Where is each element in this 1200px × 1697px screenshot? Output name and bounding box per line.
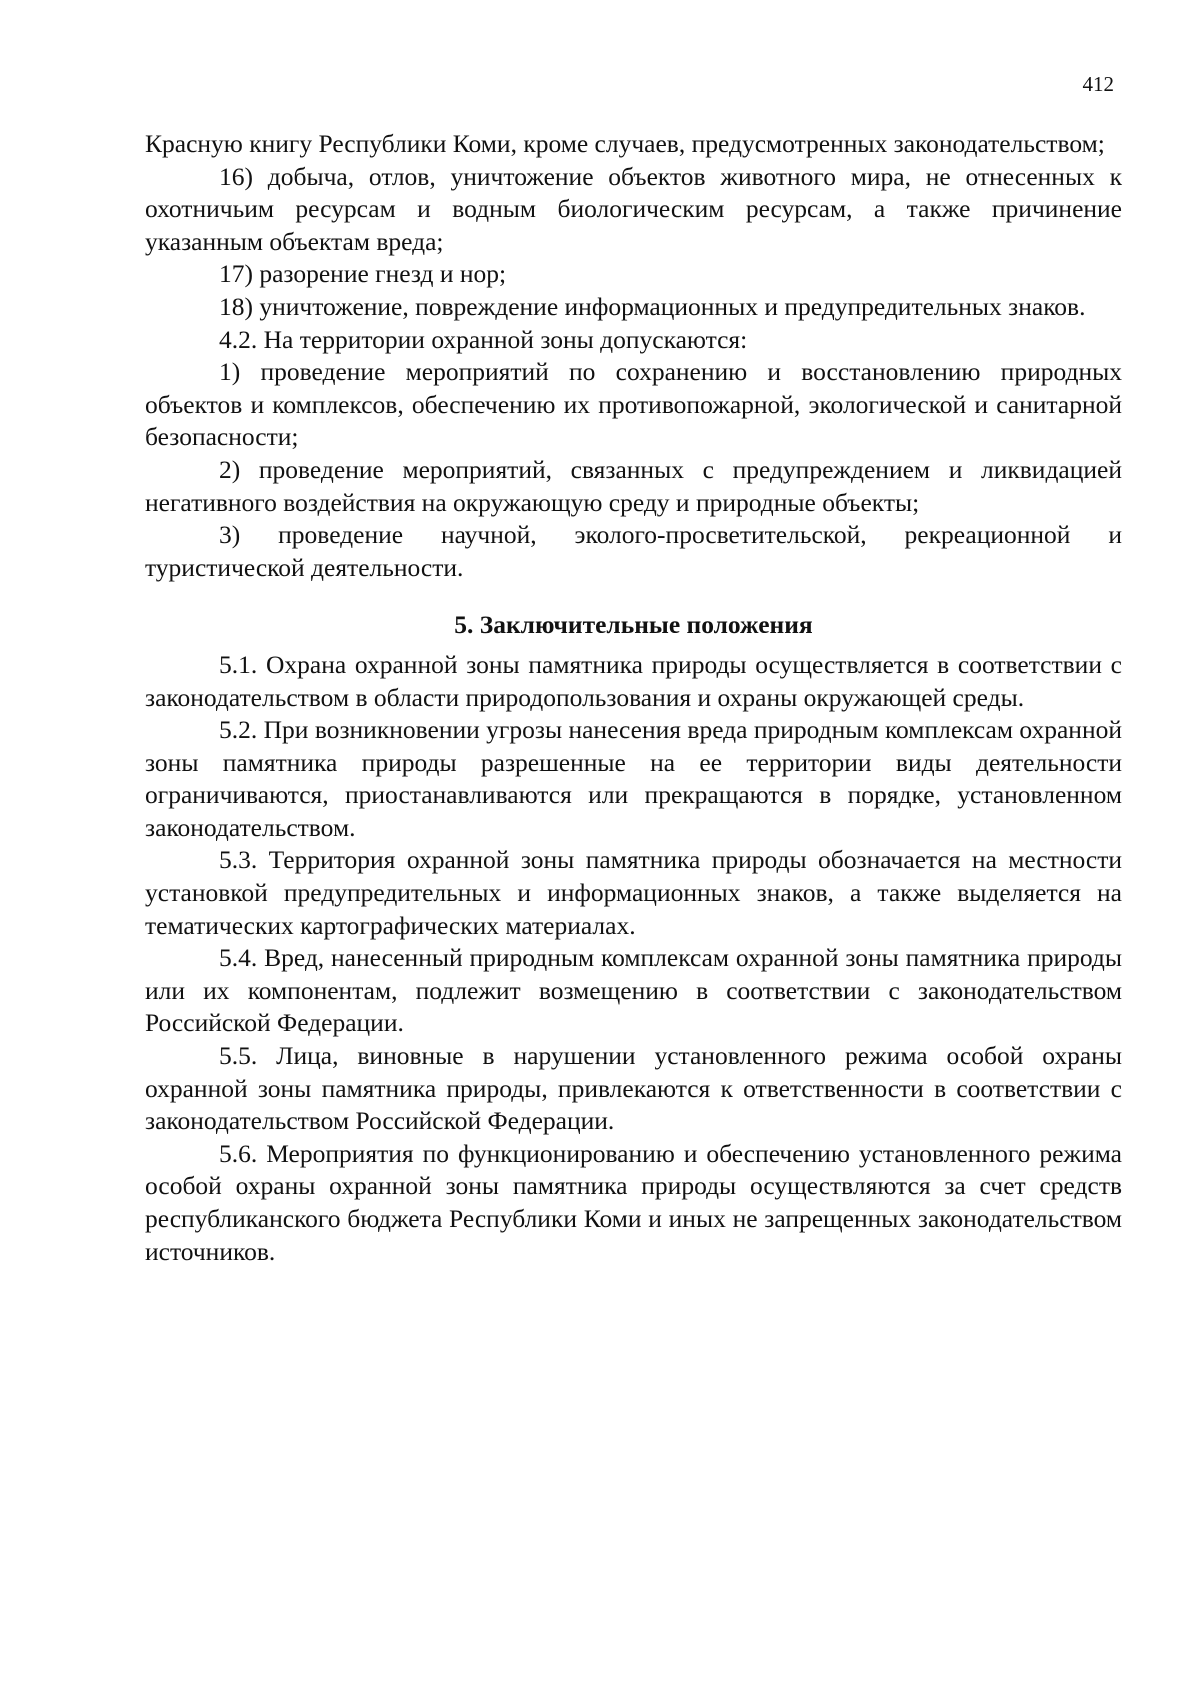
document-body [145, 128, 1122, 1268]
paragraph-continuation: Красную книгу Республики Коми, кроме случаев, предусмотренных законодательством; [145, 129, 1105, 158]
clause-5-2: 5.2. При возникновении угрозы нанесения вреда природным комплексам охранной зоны памятника природы разрешенные на ее территории виды деятельности ограничиваются, приостанавливаются или прекращаются в порядке, установленном законодательством. [145, 715, 1122, 842]
allowed-item-1: 1) проведение мероприятий по сохранению и восстановлению природных объектов и комплексов, обеспечению их противопожарной, экологической и санитарной безопасности; [145, 357, 1122, 452]
allowed-item-2: 2) проведение мероприятий, связанных с предупреждением и ликвидацией негативного воздействия на окружающую среду и природные объекты; [145, 454, 1122, 517]
page-number: 412 [1082, 72, 1114, 96]
list-item-16: 16) добыча, отлов, уничтожение объектов животного мира, не отнесенных к охотничьим ресурсам и водным биологическим ресурсам, а также причинение указанным объектам вреда; [145, 161, 1122, 256]
clause-5-4: 5.4. Вред, нанесенный природным комплексам охранной зоны памятника природы или их компонентам, подлежит возмещению в соответствии с законодательством Российской Федерации. [145, 943, 1122, 1038]
clause-5-3: 5.3. Территория охранной зоны памятника природы обозначается на местности установкой предупредительных и информационных знаков, а также выделяется на тематических картографических материалах. [145, 845, 1122, 940]
list-item-18: 18) уничтожение, повреждение информационных и предупредительных знаков. [219, 291, 1086, 321]
clause-5-1: 5.1. Охрана охранной зоны памятника природы осуществляется в соответствии с законодательством в области природопользования и охраны окружающей среды. [145, 649, 1122, 712]
clause-4-2: 4.2. На территории охранной зоны допускаются: [219, 324, 748, 354]
list-item-17: 17) разорение гнезд и нор; [219, 259, 507, 289]
clause-5-5: 5.5. Лица, виновные в нарушении установленного режима особой охраны охранной зоны памятника природы, привлекаются к ответственности в соответствии с законодательством Российской Федерации. [145, 1041, 1122, 1136]
section-heading: 5. Заключительные положения [454, 610, 813, 640]
clause-5-6: 5.6. Мероприятия по функционированию и обеспечению установленного режима особой охраны охранной зоны памятника природы осуществляются за счет средств республиканского бюджета Республики Коми и иных не запрещенных законодательством источников. [145, 1138, 1122, 1266]
allowed-item-3: 3) проведение научной, эколого-просветительской, рекреационной и туристической деятельности. [145, 520, 1122, 582]
